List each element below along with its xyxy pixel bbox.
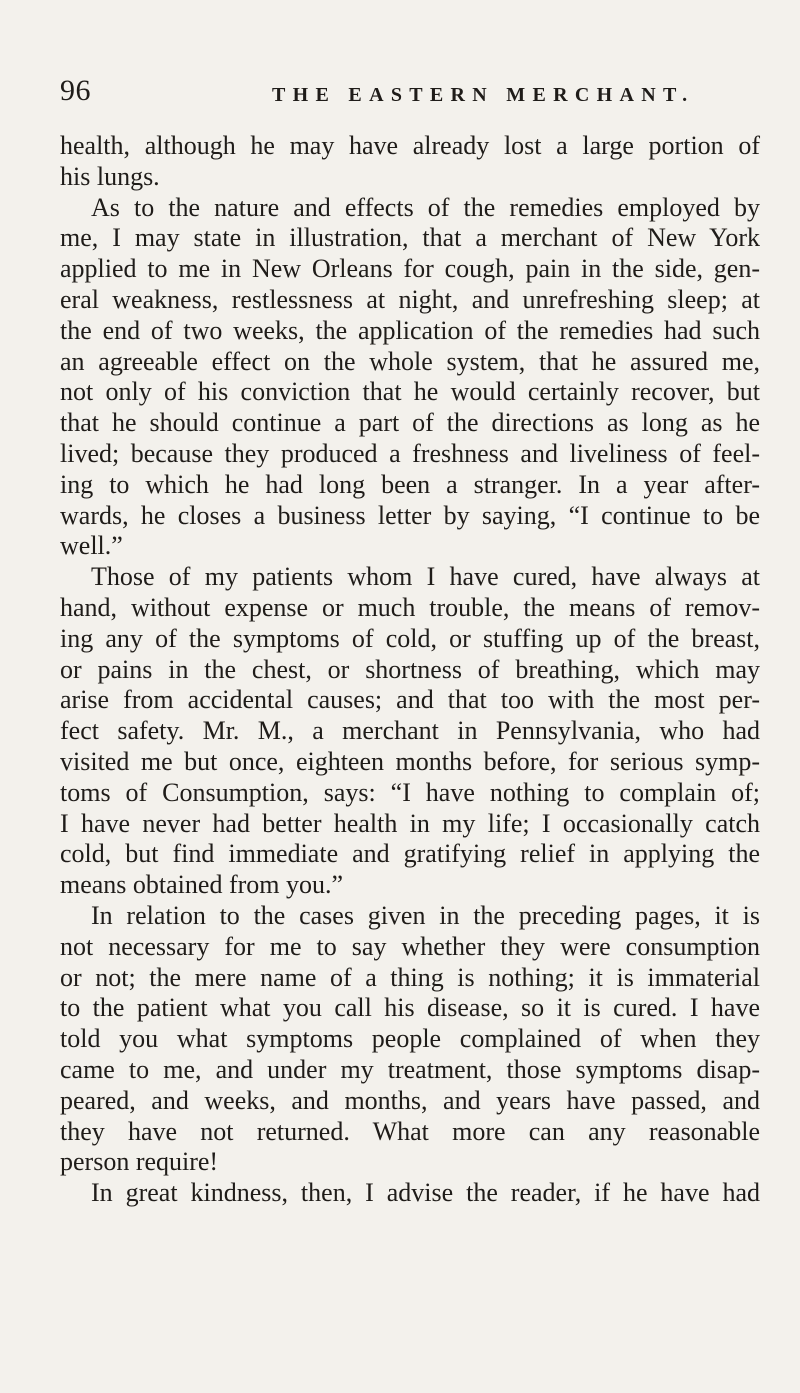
text-line: an agreeable effect on the whole system, that he assured me,: [60, 346, 760, 376]
text-line: not necessary for me to say whether they were consumption: [60, 931, 760, 961]
text-line: they have not returned. What more can any reasonable: [60, 1116, 760, 1146]
text-line: that he should continue a part of the directions as long as he: [60, 408, 760, 438]
text-line: wards, he closes a business letter by saying, “I continue to be: [60, 500, 760, 530]
text-line: or not; the mere name of a thing is nothing; it is immaterial: [60, 962, 760, 992]
running-head: THE EASTERN MERCHANT.: [272, 84, 695, 106]
text-line: visited me but once, eighteen months before, for serious symp-: [60, 746, 760, 776]
text-line: me, I may state in illustration, that a merchant of New York: [60, 223, 760, 253]
text-line: eral weakness, restlessness at night, and unrefreshing sleep; at: [60, 284, 760, 314]
text-line: health, although he may have already lost a large portion of: [60, 131, 760, 160]
text-line: or pains in the chest, or shortness of breathing, which may: [60, 654, 760, 684]
text-line: I have never had better health in my life; I occasionally catch: [60, 808, 760, 838]
text-line: applied to me in New Orleans for cough, pain in the side, gen-: [60, 254, 760, 284]
text-line: Those of my patients whom I have cured, have always at: [91, 562, 760, 592]
text-line: his lungs.: [60, 161, 160, 191]
text-line: As to the nature and effects of the remedies employed by: [91, 192, 760, 222]
text-line: the end of two weeks, the application of the remedies had such: [60, 315, 760, 345]
text-line: not only of his conviction that he would certainly recover, but: [60, 377, 760, 407]
text-line: peared, and weeks, and months, and years have passed, and: [60, 1085, 760, 1115]
text-line: arise from accidental causes; and that too with the most per-: [60, 685, 760, 715]
text-line: lived; because they produced a freshness and liveliness of feel-: [60, 438, 760, 468]
text-line: toms of Consumption, says: “I have nothing to complain of;: [60, 777, 760, 807]
text-line: to the patient what you call his disease, so it is cured. I have: [60, 993, 760, 1023]
text-line: fect safety. Mr. M., a merchant in Pennsylvania, who had: [60, 716, 760, 746]
text-line: hand, without expense or much trouble, the means of remov-: [60, 592, 760, 622]
page-number: 96: [60, 74, 91, 107]
text-line: means obtained from you.”: [60, 870, 344, 900]
text-line: ing to which he had long been a stranger. In a year after-: [60, 469, 760, 499]
text-line: In relation to the cases given in the preceding pages, it is: [91, 900, 760, 930]
text-line: told you what symptoms people complained of when they: [60, 1024, 760, 1054]
page-header: [60, 74, 750, 114]
text-line: came to me, and under my treatment, those symptoms disap-: [60, 1054, 760, 1084]
text-line: In great kindness, then, I advise the reader, if he have had: [91, 1178, 760, 1208]
text-line: cold, but find immediate and gratifying relief in applying the: [60, 839, 760, 869]
text-line: person require!: [60, 1147, 219, 1177]
body-text: [60, 131, 760, 1209]
text-line: ing any of the symptoms of cold, or stuffing up of the breast,: [60, 623, 760, 653]
text-line: well.”: [60, 531, 123, 561]
